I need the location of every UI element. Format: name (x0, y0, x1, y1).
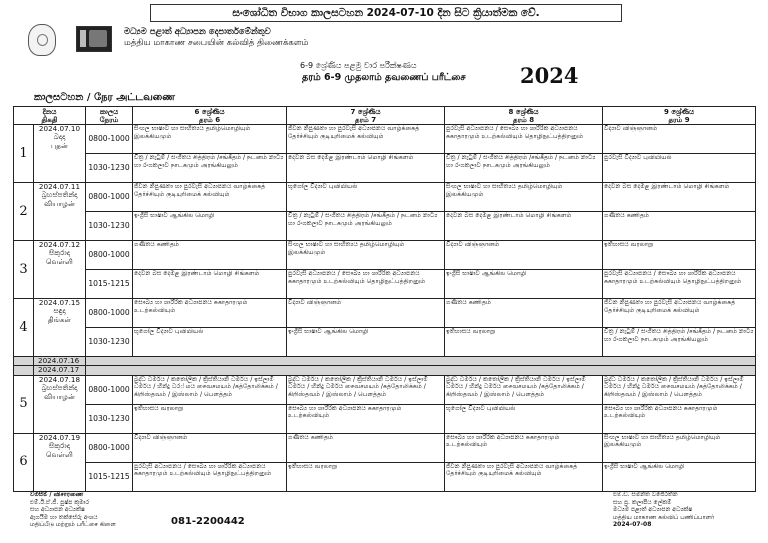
provincial-flag-icon (76, 26, 112, 52)
department-name-sinhala: මධ්‍යම පළාත් අධ්‍යාපන දෙපාර්තමේන්තුව (124, 27, 271, 37)
weekday-sinhala: බදාදා (53, 132, 66, 142)
subject-cell: චිත්‍ර / නැටුම් / සංගීතය சித்திரம் /சங்கீதம் / நடனம் නාට්‍ය හා රංගකලාව நாடகமும் அரங்கியலும் (603, 328, 756, 357)
provincial-emblem-icon (28, 24, 56, 56)
table-row (14, 270, 756, 299)
subject-cell: බුද්ධ ධර්මය / කතෝලික / ක්‍රිස්තියානි ධර්මය / ඉස්ලාම් ධර්මය / හින්දු ධර්මය சைவசமயம் /கத்தோலிக்கம் / கிறிஸ்தவம் / இஸ்லாம் / பௌத்தம் (445, 375, 603, 404)
subject-cell: සෞඛ්‍ය හා ශාරීරික අධ්‍යාපනය சுகாதாரமும் உடற்கல்வியும் (287, 404, 445, 433)
time-slot: 0800-1000 (86, 433, 133, 462)
day-number: 1 (14, 125, 34, 183)
enquiries-branch-sinhala: ඇගයීම හා තක්සේරු අංශය (30, 513, 98, 521)
subject-cell: ඉතිහාසය வரலாறு (287, 462, 445, 491)
table-row (14, 404, 756, 433)
no-exam-cell (86, 366, 756, 375)
enquiries-branch-tamil: மதிப்பீடு மற்றும் பரீட்சை கிளை (30, 521, 116, 528)
day-number: 5 (14, 375, 34, 433)
contact-phone: 081-2200442 (171, 516, 245, 527)
table-row-no-exam (14, 366, 756, 375)
subject-cell: ඉතිහාසය வரலாறு (133, 404, 287, 433)
grade-header-tamil: தரம் 8 (512, 116, 535, 124)
subject-cell: ජීවන නිපුණතා හා පුරවැසි අධ්‍යාපනය வாழ்க்கைத் தேர்ச்சியும் குடியுரிமைக் கல்வியும் (603, 299, 756, 328)
day-date-cell (34, 125, 86, 183)
exam-title-sinhala: 6-9 ශ්‍රේණිය පළමු වාර පරීක්ෂණය (300, 61, 417, 70)
subject-cell: ඉතිහාසය வரலாறு (603, 241, 756, 270)
weekday-sinhala: සිකුරාදා (49, 248, 70, 258)
weekday-sinhala: බ්‍රහස්පතින්දා (41, 383, 78, 393)
subject-cell: ඉතිහාසය வரலாறு (445, 328, 603, 357)
day-date-cell (34, 433, 86, 491)
time-slot: 0800-1000 (86, 375, 133, 404)
time-header-tamil: நேரம் (99, 116, 119, 124)
signatory-office-tamil: மத்திய மாகாண கல்விப் பணிப்பாளர் (613, 513, 715, 521)
grade-header-sinhala: 7 ශ්‍රේණිය (350, 108, 381, 116)
grade-header-sinhala: 8 ශ්‍රේණිය (508, 108, 539, 116)
table-row-no-exam (14, 357, 756, 366)
subject-cell: ඉංග්‍රීසි භාෂාව ஆங்கில மொழி (445, 270, 603, 299)
subject-cell: ජීවන නිපුණතා හා පුරවැසි අධ්‍යාපනය வாழ்க்கைத் தேர்ச்சியும் குடியுரிமைக் கல்வியும் (287, 125, 445, 154)
grade-header-tamil: தரம் 7 (354, 116, 377, 124)
table-row (14, 241, 756, 270)
subject-cell: චිත්‍ර / නැටුම් / සංගීතය சித்திரம் /சங்கீதம் / நடனம் නාට්‍ය හා රංගකලාව நாடகமும் அரங்கியலும் (287, 212, 445, 241)
grade-header-sinhala: 9 ශ්‍රේණිය (664, 108, 694, 116)
subject-cell: විද්‍යාව விஞ்ஞானம் (445, 241, 603, 270)
subject-cell: විද්‍යාව விஞ்ஞானம் (603, 125, 756, 154)
table-row (14, 125, 756, 154)
subject-cell: චිත්‍ර / නැටුම් / සංගීතය சித்திரம் /சங்கீதம் / நடனம் නාට්‍ය හා රංගකලාව நாடகமும் அரங்கியலும் (445, 154, 603, 183)
day-number: 4 (14, 299, 34, 357)
time-slot: 1030-1230 (86, 404, 133, 433)
subject-cell: භූගෝල විද්‍යාව புவியியல் (445, 404, 603, 433)
enquiries-title: සහ අධ්‍යාපන අධ්‍යක්ෂ (30, 506, 85, 513)
subject-cell: ජීවන නිපුණතා හා පුරවැසි අධ්‍යාපනය வாழ்க்கைத் தேர்ச்சியும் குடியுரிமைக் கல்வியும் (133, 183, 287, 212)
subject-cell: ගණිතය கணிதம் (287, 433, 445, 462)
subject-cell: ඉංග්‍රීසි භාෂාව ஆங்கில மொழி (603, 462, 756, 491)
table-row (14, 154, 756, 183)
time-column-header (86, 107, 133, 125)
table-row (14, 375, 756, 404)
table-row (14, 299, 756, 328)
subject-cell: පුරවැසි අධ්‍යාපනය / සෞඛ්‍ය හා ශාරීරික අධ්‍යාපනය சுகாதாரமும் உடற்கல்வியும் தொழிநுட்பத்திறனும் (287, 270, 445, 299)
exam-date: 2024.07.15 (38, 298, 81, 307)
date-header-sinhala: දිනය (42, 108, 57, 116)
grade-9-header (603, 107, 756, 125)
blank-num (14, 357, 34, 366)
signatory-title: සහ ප්‍ර. කලාපීය ලේකම් (613, 498, 672, 506)
time-slot: 1015-1215 (86, 462, 133, 491)
subject-cell: බුද්ධ ධර්මය / කතෝලික / ක්‍රිස්තියානි ධර්මය / ඉස්ලාම් ධර්මය / හින්දු ධර்மය சைவசமயம் /கத்தோலிக்கம் / கிறிஸ்தவம் / இஸ்லாம் / பௌத்தம் (133, 375, 287, 404)
subject-cell: පුරවැසි අධ්‍යාපනය / සෞඛ්‍ය හා ශාරීරික අධ්‍යාපනය சுகாதாரமும் உடற்கல்வியும் தொழிநுட்பத்திறனும் (133, 462, 287, 491)
subject-cell: සෞඛ්‍ය හා ශාරීරික අධ්‍යාපනය சுகாதாரமும் உடற்கல்வியும் (603, 404, 756, 433)
subject-cell: දෙවන බස දෙමළ இரண்டாம் மொழி சிங்களம் (445, 212, 603, 241)
enquiries-label: විමසීම් / விசாரணை (30, 491, 84, 498)
subject-cell: ඉංග්‍රීසි භාෂාව ஆங்கில மொழி (133, 212, 287, 241)
footer-signatory (613, 491, 714, 529)
timetable-label: කාලසටහන / நேர அட்டவணை (34, 92, 175, 103)
exam-date: 2024.07.10 (38, 124, 81, 133)
weekday-tamil: வெள்ளி (46, 449, 73, 459)
table-row (14, 212, 756, 241)
time-slot: 1015-1215 (86, 270, 133, 299)
subject-cell: විද්‍යාව விஞ்ஞானம் (133, 433, 287, 462)
subject-cell: සිංහල භාෂාව හා සාහිත්‍යය தமிழ்மொழியும் இலக்கியமும் (603, 433, 756, 462)
day-number: 6 (14, 433, 34, 491)
table-row (14, 183, 756, 212)
day-number: 2 (14, 183, 34, 241)
exam-title (300, 60, 466, 84)
subject-cell: භූගෝල විද්‍යාව புவியியல் (133, 328, 287, 357)
signed-date: 2024-07-08 (613, 521, 652, 528)
exam-date: 2024.07.17 (34, 366, 86, 375)
exam-year: 2024 (520, 63, 579, 88)
subject-cell: සිංහල භාෂාව හා සාහිත්‍යය தமிழ்மொழியும் இலக்கியமும் (287, 241, 445, 270)
signatory-office-sinhala: මධ්‍යම පළාත් අධ්‍යාපන අධ්‍යක්ෂ (613, 506, 693, 513)
grade-7-header (287, 107, 445, 125)
subject-cell: පුරවැසි විද්‍යාව புவியியல் (603, 154, 756, 183)
day-number: 3 (14, 241, 34, 299)
subject-cell: ගණිතය கணிதம் (133, 241, 287, 270)
weekday-sinhala: සිකුරාදා (49, 441, 70, 451)
grade-8-header (445, 107, 603, 125)
blank-num (14, 366, 34, 375)
subject-cell: ජීවන නිපුණතා හා පුරවැසි අධ්‍යාපනය வாழ்க்கைத் தேர்ச்சியும் குடியுரிமைக் கல்வியும் (445, 462, 603, 491)
subject-cell: විද්‍යාව விஞ்ஞானம் (287, 299, 445, 328)
table-row (14, 462, 756, 491)
exam-date: 2024.07.12 (38, 240, 81, 249)
time-slot: 0800-1000 (86, 241, 133, 270)
footer-enquiries (30, 491, 116, 529)
time-slot: 1030-1230 (86, 328, 133, 357)
day-date-cell (34, 375, 86, 433)
subject-cell: සෞඛ්‍ය හා ශාරීරික අධ්‍යාපනය சுகாதாரமும் உடற்கல்வியும் (133, 299, 287, 328)
grade-6-header (133, 107, 287, 125)
subject-cell: ගණිතය கணிதம் (445, 299, 603, 328)
exam-date: 2024.07.19 (38, 433, 81, 442)
time-slot: 1030-1230 (86, 212, 133, 241)
weekday-tamil: வியாழன் (44, 198, 75, 208)
weekday-tamil: புதன் (51, 140, 69, 150)
exam-timetable (13, 106, 756, 492)
exam-date: 2024.07.11 (38, 182, 81, 191)
department-name-tamil: மத்திய மாகாண சபையின் கல்வித் திணைக்களம் (124, 38, 309, 48)
date-column-header (14, 107, 86, 125)
department-name (124, 27, 308, 49)
table-row (14, 328, 756, 357)
weekday-sinhala: බ්‍රහස්පතින්දා (41, 190, 78, 200)
weekday-tamil: திங்கள் (47, 314, 72, 324)
time-slot: 1030-1230 (86, 154, 133, 183)
revision-banner: සංශෝධිත විභාග කාලසටහන 2024-07-10 දින සිට ක්‍රියාත්මක වේ. (150, 4, 622, 22)
table-row (14, 433, 756, 462)
weekday-tamil: வெள்ளி (46, 256, 73, 266)
subject-cell: ඉංග්‍රීසි භාෂාව ஆங்கில மொழி (287, 328, 445, 357)
grade-header-tamil: தரம் 6 (198, 116, 221, 124)
subject-cell: සිංහල භාෂාව හා සාහිත්‍යය தமிழ்மொழியும் இலக்கியமும் (445, 183, 603, 212)
weekday-tamil: வியாழன் (44, 391, 75, 401)
grade-header-sinhala: 6 ශ්‍රේණිය (194, 108, 225, 116)
time-slot: 0800-1000 (86, 299, 133, 328)
exam-date: 2024.07.18 (38, 375, 81, 384)
subject-cell: සිංහල භාෂාව හා සාහිත්‍යය தமிழ்மொழியும் இலக்கியமும் (133, 125, 287, 154)
subject-cell: භූගෝල විද්‍යාව புவியியல் (287, 183, 445, 212)
day-date-cell (34, 299, 86, 357)
subject-cell: පුරවැසි අධ්‍යාපනය / සෞඛ්‍ය හා ශාරීරික අධ්‍යාපනය சுகாதாரமும் உடற்கல்வியும் தொழிநுட்பத்திறனும் (603, 270, 756, 299)
subject-cell: දෙවන බස දෙමළ இரண்டாம் மொழி சிங்களம் (603, 183, 756, 212)
no-exam-cell (86, 357, 756, 366)
grade-header-tamil: தரம் 9 (668, 116, 690, 124)
subject-cell: සෞඛ්‍ය හා ශාරීරික අධ්‍යාපනය சுகாதாரமும் உடற்கல்வியும் (445, 433, 603, 462)
weekday-sinhala: සඳුදා (53, 306, 66, 316)
time-slot: 0800-1000 (86, 125, 133, 154)
time-header-sinhala: කාලය (99, 108, 119, 116)
header-row (14, 107, 756, 125)
enquiries-officer: එම්.ඊ.ඒ.ජී. පුෂ්ප කුමාර (30, 498, 90, 506)
subject-cell: දෙවන බස දෙමළ இரண்டாம் மொழி சிங்களம் (287, 154, 445, 183)
subject-cell: චිත්‍ර / නැටුම් / සංගීතය சித்திரம் /சங்கீதம் / நடனம் නාට්‍ය හා රංගකලාව நாடகமும் அரங்கியலும் (133, 154, 287, 183)
day-date-cell (34, 183, 86, 241)
date-header-tamil: திகதி (41, 116, 58, 124)
day-date-cell (34, 241, 86, 299)
subject-cell: බුද්ධ ධර්මය / කතෝලික / ක්‍රිස්තියානි ධර්මය / ඉස්ලාම් ධර්මය / හින්දු ධර්මය சைவசமயம் /கத்தோலிக்கம் / கிறிஸ்தவம் / இஸ்லாம் / பௌத்தம் (287, 375, 445, 404)
time-slot: 0800-1000 (86, 183, 133, 212)
subject-cell: පුරවැසි අධ්‍යාපනය / සෞඛ්‍ය හා ශාරීරික අධ්‍යාපනය சுகாதாரமும் உடற்கல்வியும் தொழிநுட்பத்திறனும் (445, 125, 603, 154)
subject-cell: දෙවන බස දෙමළ இரண்டாம் மொழி சிங்களம் (133, 270, 287, 299)
subject-cell: ගණිතය கணிதம் (603, 212, 756, 241)
signatory-name: එම්.ඩී. සමන්ත විජේරත්න (613, 491, 678, 498)
exam-date: 2024.07.16 (34, 357, 86, 366)
exam-title-tamil: தரம் 6-9 முதலாம் தவணைப் பரீட்சை (302, 72, 466, 83)
subject-cell: බුද්ධ ධර්මය / කතෝලික / ක්‍රිස්තියානි ධර්මය / ඉස්ලාම් ධර්මය / හින්දු ධර්මය சைவசமயம் /கத்தோலிக்கம் / கிறிஸ்தவம் / இஸ்லாம் / பௌத்தம் (603, 375, 756, 404)
